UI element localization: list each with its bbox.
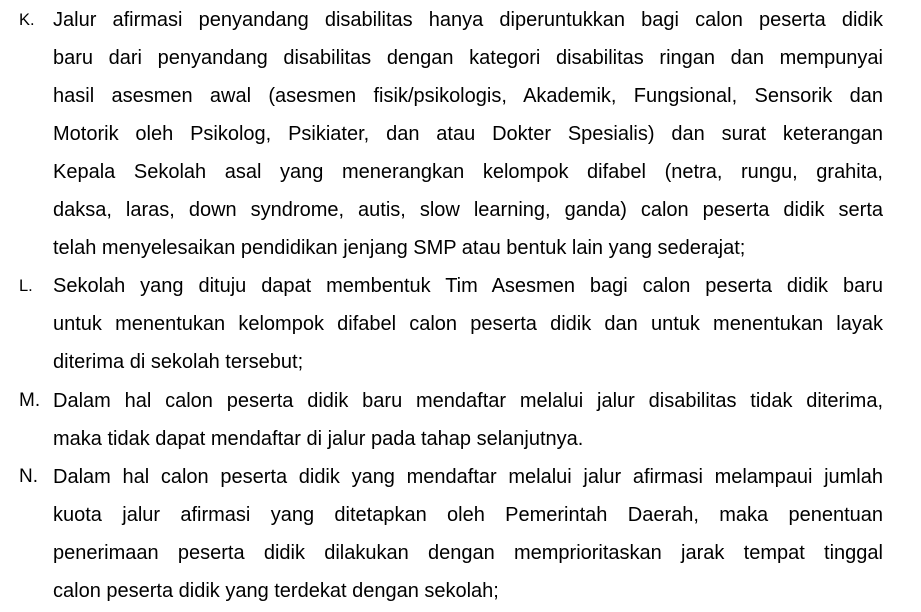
list-marker: N.	[19, 466, 38, 487]
list-item-text	[53, 267, 883, 381]
text-line: hasil asesmen awal (asesmen fisik/psikologis, Akademik, Fungsional, Sensorik dan	[53, 85, 883, 107]
list-marker: L.	[19, 277, 33, 295]
text-line: Dalam hal calon peserta didik yang mendaftar melalui jalur afirmasi melampaui jumlah	[53, 466, 883, 488]
text-line: penerimaan peserta didik dilakukan dengan memprioritaskan jarak tempat tinggal	[53, 542, 883, 564]
text-line: maka tidak dapat mendaftar di jalur pada tahap selanjutnya.	[53, 428, 584, 450]
list-item-text	[53, 382, 883, 458]
text-line: diterima di sekolah tersebut;	[53, 351, 304, 373]
text-line: Motorik oleh Psikolog, Psikiater, dan atau Dokter Spesialis) dan surat keterangan	[53, 123, 883, 145]
list-item-text	[53, 1, 883, 267]
list-item-text	[53, 458, 883, 610]
list-marker: M.	[19, 390, 41, 411]
list-marker: K.	[19, 11, 35, 29]
text-line: calon peserta didik yang terdekat dengan sekolah;	[53, 580, 499, 602]
text-line: kuota jalur afirmasi yang ditetapkan oleh Pemerintah Daerah, maka penentuan	[53, 504, 883, 526]
text-line: daksa, laras, down syndrome, autis, slow learning, ganda) calon peserta didik serta	[53, 199, 883, 221]
text-line: Sekolah yang dituju dapat membentuk Tim Asesmen bagi calon peserta didik baru	[53, 275, 883, 297]
text-line: untuk menentukan kelompok difabel calon peserta didik dan untuk menentukan layak	[53, 313, 883, 335]
text-line: Dalam hal calon peserta didik baru mendaftar melalui jalur disabilitas tidak diterima,	[53, 390, 883, 412]
text-line: baru dari penyandang disabilitas dengan kategori disabilitas ringan dan mempunyai	[53, 47, 883, 69]
text-line: Kepala Sekolah asal yang menerangkan kelompok difabel (netra, rungu, grahita,	[53, 161, 883, 183]
text-line: telah menyelesaikan pendidikan jenjang SMP atau bentuk lain yang sederajat;	[53, 237, 746, 259]
text-line: Jalur afirmasi penyandang disabilitas hanya diperuntukkan bagi calon peserta didik	[53, 9, 883, 31]
